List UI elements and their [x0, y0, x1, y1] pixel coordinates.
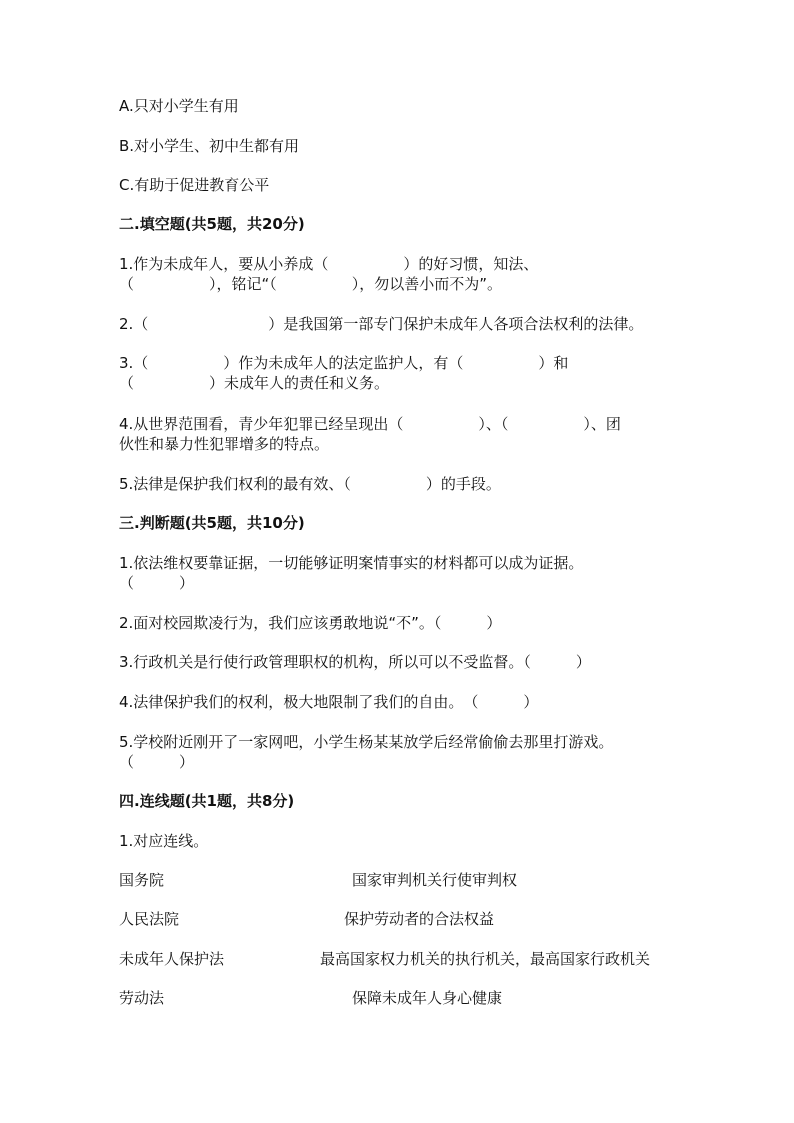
- matching-left-item: 未成年人保护法: [119, 950, 225, 968]
- judgment-question-3: 3.行政机关是行使行政管理职权的机构，所以可以不受监督。（ ）: [119, 653, 591, 671]
- section-heading-judgment: 三.判断题(共5题，共10分): [119, 514, 305, 532]
- matching-right-item: 保障未成年人身心健康: [352, 989, 503, 1007]
- fill-question-1-line-1: 1.作为未成年人，要从小养成（ ）的好习惯，知法、: [119, 255, 539, 273]
- judgment-question-5-line-1: 5.学校附近刚开了一家网吧，小学生杨某某放学后经常偷偷去那里打游戏。: [119, 733, 614, 751]
- fill-question-4-line-2: 伙性和暴力性犯罪增多的特点。: [119, 435, 330, 453]
- matching-left-item: 劳动法: [119, 989, 165, 1007]
- option-b: B.对小学生、初中生都有用: [119, 137, 300, 155]
- fill-question-1-line-2: （ ），铭记“（ ），勿以善小而不为”。: [119, 275, 503, 293]
- fill-question-2: 2.（ ）是我国第一部专门保护未成年人各项合法权利的法律。: [119, 315, 644, 333]
- judgment-question-1-line-2: （ ）: [119, 574, 195, 592]
- judgment-question-4: 4.法律保护我们的权利，极大地限制了我们的自由。 （ ）: [119, 693, 539, 711]
- matching-right-item: 保护劳动者的合法权益: [344, 910, 495, 928]
- judgment-question-5-line-2: （ ）: [119, 753, 195, 771]
- matching-right-item: 国家审判机关行使审判权: [352, 871, 518, 889]
- fill-question-3-line-2: （ ）未成年人的责任和义务。: [119, 374, 390, 392]
- section-heading-fill-in: 二.填空题(共5题，共20分): [119, 215, 305, 233]
- fill-question-3-line-1: 3.（ ）作为未成年人的法定监护人，有（ ）和: [119, 354, 569, 372]
- option-c: C.有助于促进教育公平: [119, 176, 270, 194]
- fill-question-5: 5.法律是保护我们权利的最有效、（ ）的手段。: [119, 475, 501, 493]
- fill-question-4-line-1: 4.从世界范围看，青少年犯罪已经呈现出（ ）、（ ）、团: [119, 415, 621, 433]
- section-heading-matching: 四.连线题(共1题，共8分): [119, 792, 295, 810]
- judgment-question-2: 2.面对校园欺凌行为，我们应该勇敢地说“不”。（ ）: [119, 614, 502, 632]
- matching-left-item: 国务院: [119, 871, 165, 889]
- matching-left-item: 人民法院: [119, 910, 180, 928]
- judgment-question-1-line-1: 1.依法维权要靠证据，一切能够证明案情事实的材料都可以成为证据。: [119, 554, 584, 572]
- matching-question-1: 1.对应连线。: [119, 832, 209, 850]
- option-a: A.只对小学生有用: [119, 97, 239, 115]
- matching-right-item: 最高国家权力机关的执行机关，最高国家行政机关: [320, 950, 651, 968]
